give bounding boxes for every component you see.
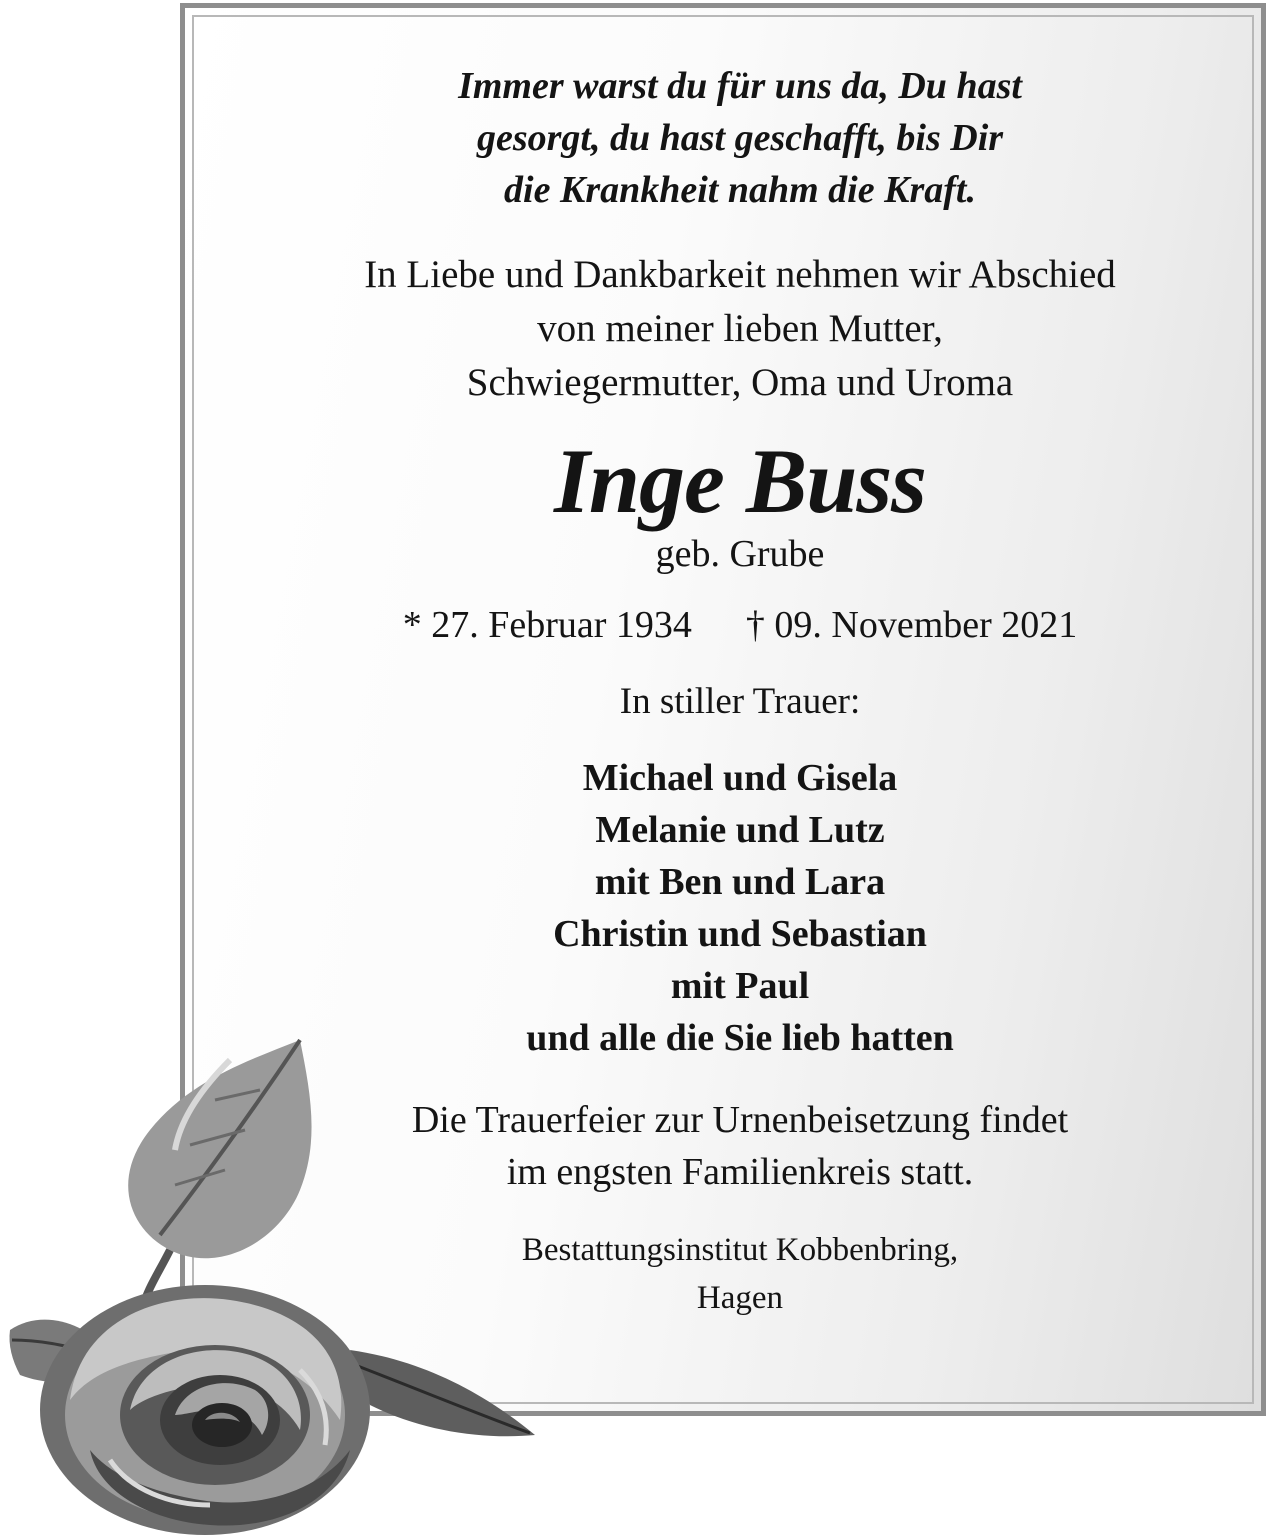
mourner-entry: und alle die Sie lieb hatten: [526, 1017, 954, 1059]
intro-line: Schwiegermutter, Oma und Uroma: [466, 361, 1014, 404]
mourner-entry: mit Paul: [670, 965, 810, 1007]
mourner-entry: mit Ben und Lara: [594, 861, 886, 903]
ceremony-notice: [240, 1094, 1240, 1198]
funeral-home: [240, 1226, 1240, 1322]
mourners-list: [240, 752, 1240, 1064]
birth-date: * 27. Februar 1934: [402, 604, 692, 646]
ceremony-line: im engsten Familienkreis statt.: [506, 1151, 974, 1193]
mourning-heading: In stiller Trauer:: [619, 681, 861, 722]
life-dates: [240, 600, 1240, 650]
mourner-entry: Michael und Gisela: [582, 757, 898, 799]
funeral-home-city: Hagen: [696, 1280, 784, 1316]
verse-line: die Krankheit nahm die Kraft.: [504, 169, 976, 211]
intro-line: In Liebe und Dankbarkeit nehmen wir Abschied: [364, 253, 1116, 296]
ceremony-line: Die Trauerfeier zur Urnenbeisetzung findet: [411, 1099, 1069, 1141]
funeral-home-name: Bestattungsinstitut Kobbenbring,: [521, 1232, 959, 1268]
deceased-name: Inge Buss: [554, 430, 926, 532]
mourner-entry: Melanie und Lutz: [595, 809, 885, 851]
notice-content: [240, 60, 1240, 1322]
verse-line: Immer warst du für uns da, Du hast: [458, 65, 1022, 107]
death-date: † 09. November 2021: [745, 604, 1078, 646]
verse-line: gesorgt, du hast geschafft, bis Dir: [476, 117, 1004, 159]
maiden-name: geb. Grube: [655, 533, 825, 575]
farewell-intro: [240, 248, 1240, 410]
intro-line: von meiner lieben Mutter,: [537, 307, 943, 350]
memorial-verse: [240, 60, 1240, 216]
mourner-entry: Christin und Sebastian: [553, 913, 927, 955]
